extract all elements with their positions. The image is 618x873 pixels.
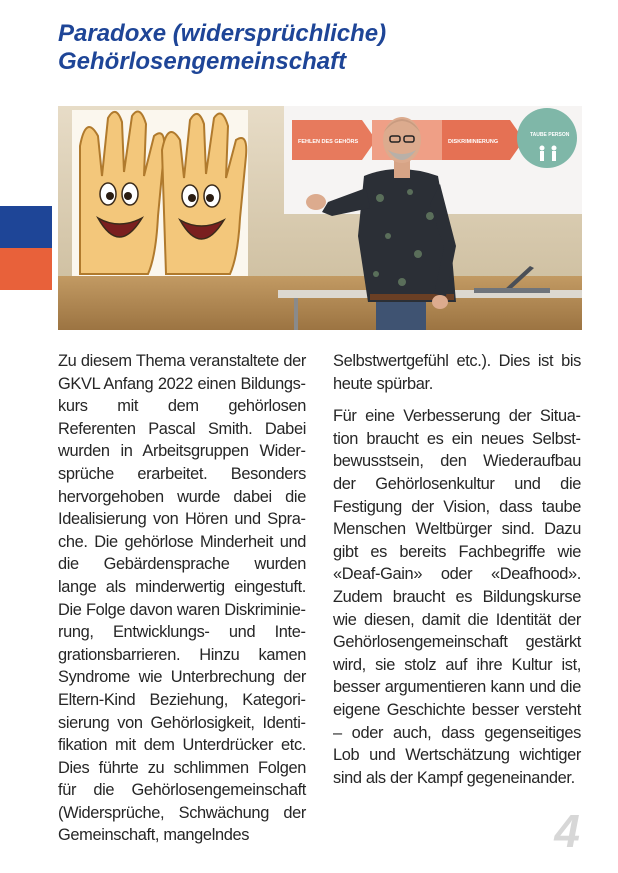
article-paragraph-2: Selbstwertgefühl etc.). Dies ist bis heute spürbar. [333, 352, 581, 393]
article-paragraph-1: Zu diesem Thema veranstaltete der GKVL Anfang 2022 einen Bildungskurs mit dem gehörlosen Referenten Pascal Smith. Dabei wurden in Arbeitsgruppen Widersprüche erarbeitet. Besonders hervorgehoben wurde dabei die Idealisierung von Hören und Sprache. Die gehörlose Minderheit und die Gebärdensprache wurden lange als minderwertig eingestuft. Die Folge davon waren Diskriminierung, Entwicklungs- und Integrationsbarrieren. Hinzu kamen Syndrome wie Unterbrechung der Eltern-Kind Beziehung, Kategorisierung von Gehörlosigkeit, Identifikation mit dem Unterdrücker etc. Dies führte zu schlimmen Folgen für die Gehörlosengemeinschaft (Widersprüche, Schwächung der Gemeinschaft, mangelndes [58, 352, 306, 845]
accent-bar-orange [0, 248, 52, 290]
article-column-right [333, 350, 581, 789]
article-paragraph-3: Für eine Verbesserung der Situation braucht es ein neues Selbstbewusstsein, den Wiederaufbau der Gehörlosenkultur und die Festigung der Vision, dass taube Menschen Weltbürger sind. Dazu gibt es bereits Fachbegriffe wie «Deaf-Gain» oder «Deafhood». Zudem braucht es Bildungskurse wie diesen, damit die Identität der Gehörlosengemeinschaft gestärkt wird, sie stolz auf ihre Kultur ist, besser argumentieren kann und die eigene Geschichte besser versteht – oder auch, dass gegenseitiges Lob und Wertschätzung wichtiger sind als der Kampf gegeneinander. [333, 407, 581, 787]
article-title-line-2: Gehörlosengemeinschaft [58, 48, 347, 75]
slide-label-1: FEHLEN DES GEHÖRS [298, 139, 359, 145]
page-number: 4 [554, 805, 580, 857]
slide-label-3: TAUBE PERSON [530, 132, 570, 138]
photo-illustration [58, 106, 582, 330]
photo-floor [58, 276, 582, 330]
article-title [58, 20, 578, 76]
article-title-line-1: Paradoxe (widersprüchliche) [58, 20, 387, 47]
slide-label-2: DISKRIMINIERUNG [448, 139, 499, 145]
article-column-left [58, 350, 306, 847]
accent-bar-blue [0, 206, 52, 248]
slide-circle [517, 108, 577, 168]
article-photo [58, 106, 582, 330]
table-leg [294, 298, 298, 330]
